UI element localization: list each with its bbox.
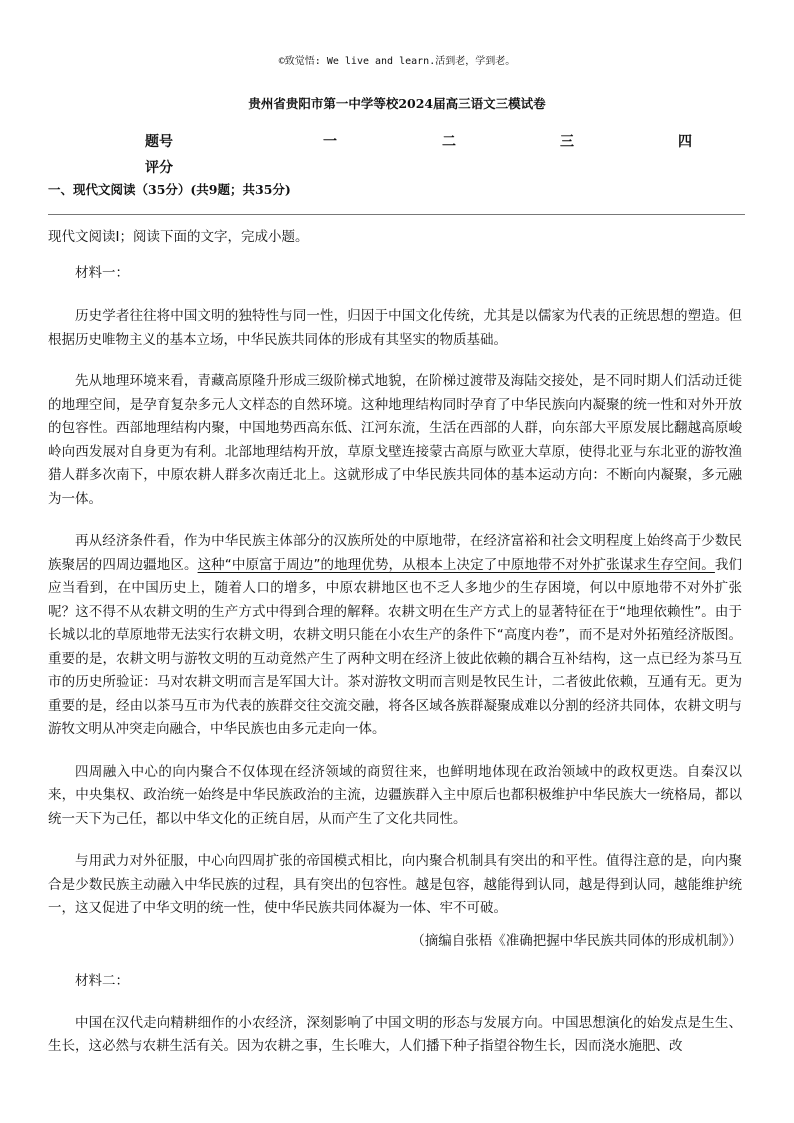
score-col-3: 三 [560, 134, 574, 150]
reading-passage [48, 226, 742, 1059]
header-slogan: ©致觉悟: We live and learn.活到老，学到老。 [278, 56, 516, 67]
material2-paragraph-1: 中国在汉代走向精耕细作的小农经济，深刻影响了中国文明的形态与发展方向。中国思想演化的始发点是生生、生长，这必然与农耕生活有关。因为农耕之事，生长唯大，人们播下种子指望谷物生长，因而浇水施肥、改 [48, 1014, 742, 1054]
material1-paragraph-2: 先从地理环境来看，青藏高原隆升形成三级阶梯式地貌，在阶梯过渡带及海陆交接处，是不同时期人们活动迁徙的地理空间，是孕育复杂多元人文样态的自然环境。这种地理结构同时孕育了中华民族向内凝聚的统一性和对外开放的包容性。西部地理结构内聚，中国地势西高东低、江河东流，生活在西部的人群，向东部大平原发展比翻越高原峻岭向西发展对自身更为有利。北部地理结构开放，草原戈壁连接蒙古高原与欧亚大草原，使得北亚与东北亚的游牧渔猎人群多次南下，中原农耕人群多次南迁北上。这就形成了中华民族共同体的基本运动方向：不断向内凝聚，多元融为一体。 [48, 373, 742, 507]
score-col-4: 四 [678, 134, 692, 150]
score-col-1: 一 [323, 134, 337, 150]
score-table [145, 131, 705, 183]
section-heading: 一、现代文阅读（35分）(共9题；共35分) [48, 182, 291, 197]
material1-paragraph-3 [48, 530, 742, 742]
score-col-2: 二 [442, 134, 456, 150]
material1-paragraph-4: 四周融入中心的向内聚合不仅体现在经济领域的商贸往来，也鲜明地体现在政治领域中的政权更迭。自秦汉以来，中央集权、政治统一始终是中华民族政治的主流，边疆族群入主中原后也都积极维护中华民族大一统格局，都以统一天下为己任，都以中华文化的正统自居，从而产生了文化共同性。 [48, 763, 742, 827]
p3-text-after: 我们应当看到，在中国历史上，随着人口的增多，中原农耕地区也不乏人多地少的生存困境，何以中原地带不对外扩张呢？这不得不从农耕文明的生产方式中得到合理的解释。农耕文明在生产方式上的显著特征在于“地理依赖性”。由于长城以北的草原地带无法实行农耕文明，农耕文明只能在小农生产的条件下“高度内卷”，而不是对外拓殖经济版图。重要的是，农耕文明与游牧文明的互动竟然产生了两种文明在经济上彼此依赖的耦合互补结构，这一点已经为茶马互市的历史所验证：马对农耕文明而言是军国大计。茶对游牧文明而言则是牧民生计，二者彼此依赖，互通有无。更为重要的是，经由以茶马互市为代表的族群交往交流交融，将各区域各族群凝聚成难以分割的经济共同体，农耕文明与游牧文明从冲突走向融合，中华民族也由多元走向一体。 [48, 556, 742, 737]
score-row-question-number [145, 131, 705, 157]
material1-paragraph-5: 与用武力对外征服，中心向四周扩张的帝国模式相比，向内聚合机制具有突出的和平性。值得注意的是，向内聚合是少数民族主动融入中华民族的过程，具有突出的包容性。越是包容，越能得到认同，越是得到认同，越能维护统一，这又促进了中华文明的统一性，使中华民族共同体凝为一体、牢不可破。 [48, 853, 742, 916]
material1-source: （摘编自张梧《准确把握中华民族共同体的形成机制》） [411, 932, 742, 949]
score-label-score: 评分 [145, 160, 173, 176]
material1-label: 材料一： [75, 264, 129, 281]
score-label-question: 题号 [145, 134, 173, 150]
exam-title: 贵州省贵阳市第一中学等校2024届高三语文三模试卷 [248, 96, 546, 111]
material2-label: 材料二： [75, 973, 129, 989]
divider [48, 214, 745, 215]
p3-text-before: 再从经济条件看，作为中华民族主体部分的汉族所处的中原地带，在经济富裕和社会文明程度上始终高于少数民族聚居的四周边疆地区。 [48, 533, 742, 573]
underlined-sentence: 这种“中原富于周边”的地理优势，从根本上决定了中原地带不对外扩张谋求生存空间。 [197, 556, 715, 573]
reading-intro: 现代文阅读I；阅读下面的文字，完成小题。 [48, 229, 309, 245]
material1-paragraph-1: 历史学者往往将中国文明的独特性与同一性，归因于中国文化传统，尤其是以儒家为代表的正统思想的塑造。但根据历史唯物主义的基本立场，中华民族共同体的形成有其坚实的物质基础。 [48, 308, 742, 348]
